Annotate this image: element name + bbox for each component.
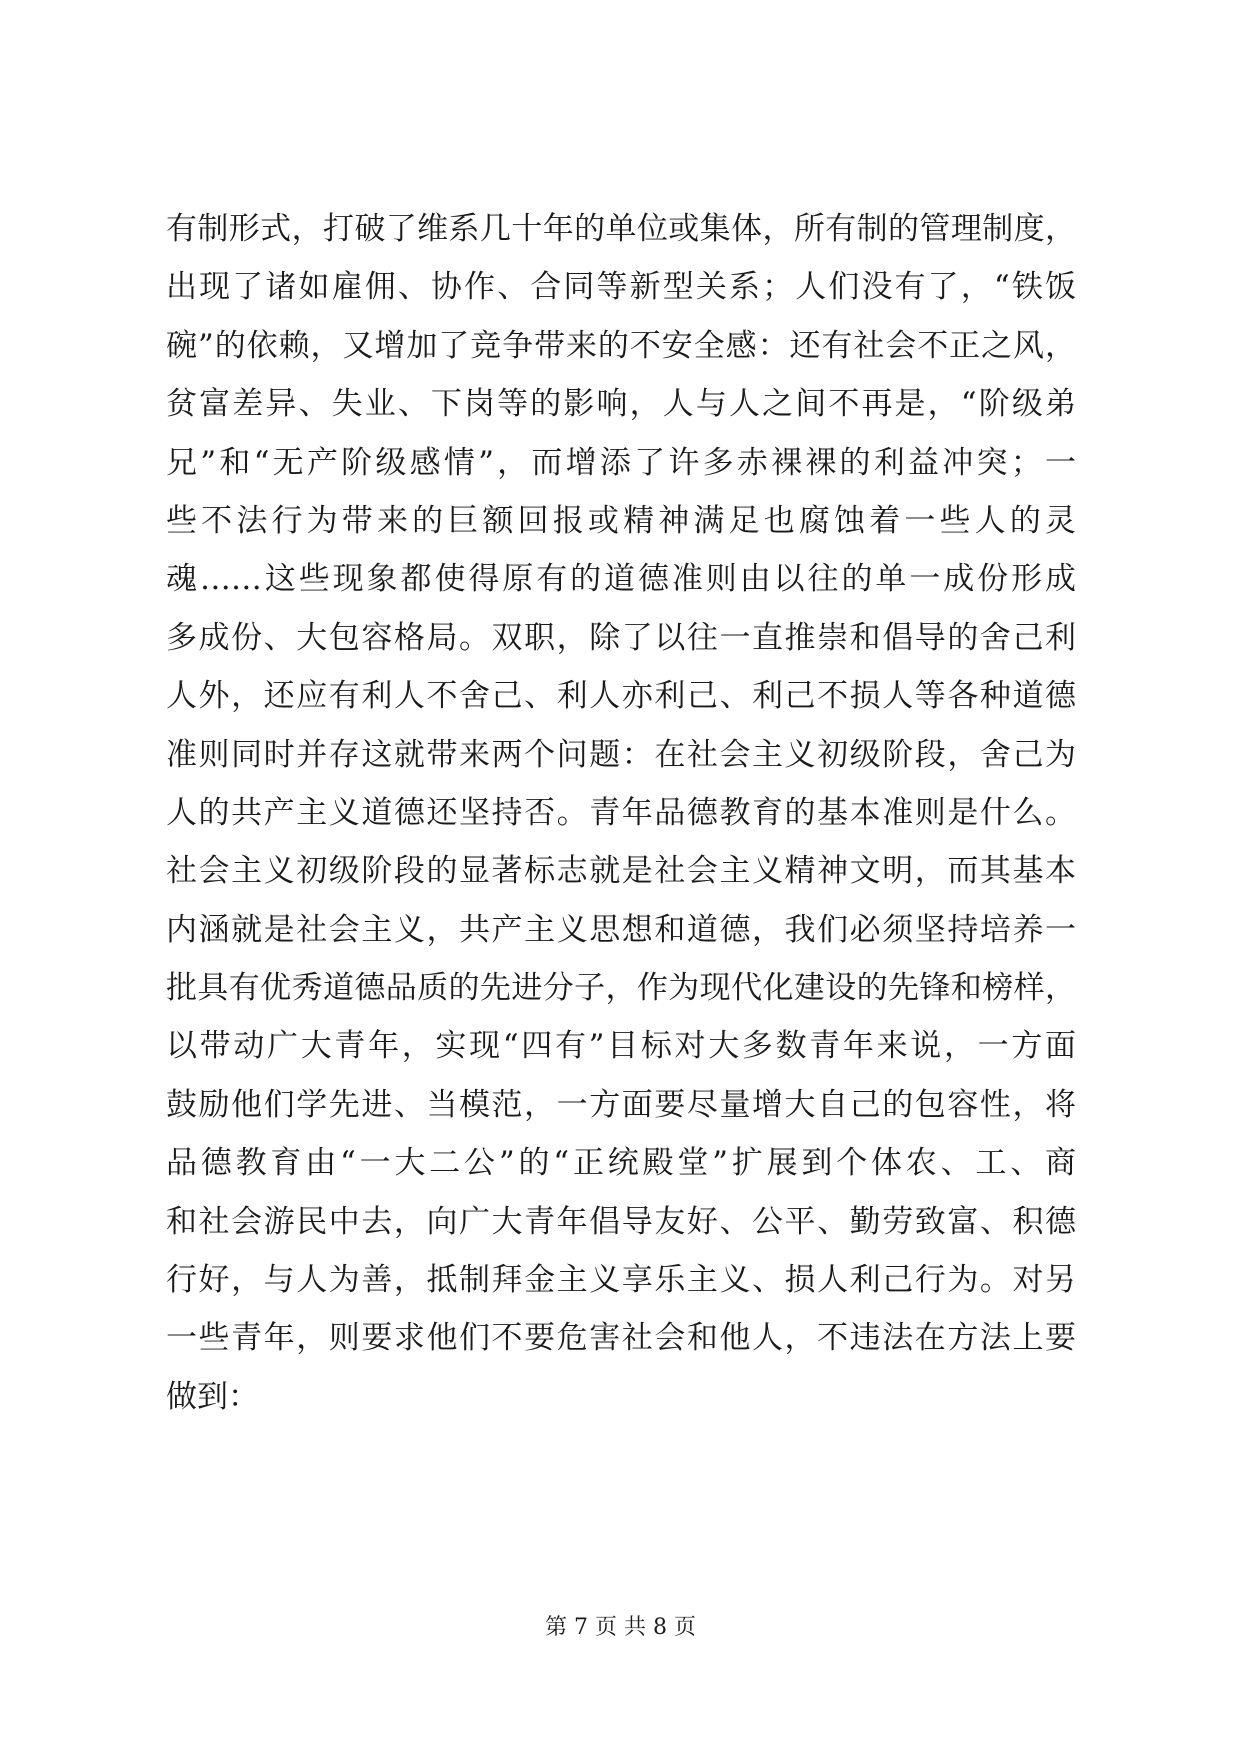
text-line-12: 社会主义初级阶段的显著标志就是社会主义精神文明，而其基本	[166, 853, 1076, 890]
text-line-7: 魂……这些现象都使得原有的道德准则由以往的单一成份形成	[166, 561, 1076, 598]
text-line-18: 和社会游民中去，向广大青年倡导友好、公平、勤劳致富、积德	[166, 1203, 1076, 1240]
text-line-3: 碗”的依赖，又增加了竞争带来的不安全感：还有社会不正之风，	[166, 327, 1076, 364]
text-line-8: 多成份、大包容格局。双职，除了以往一直推崇和倡导的舍己利	[166, 619, 1076, 656]
text-line-15: 以带动广大青年，实现“四有”目标对大多数青年来说，一方面	[166, 1028, 1076, 1065]
body-text	[166, 200, 1076, 1426]
text-line-10: 准则同时并存这就带来两个问题：在社会主义初级阶段，舍己为	[166, 736, 1076, 773]
text-line-21: 做到：	[166, 1378, 259, 1415]
text-line-5: 兄”和“无产阶级感情”，而增添了许多赤裸裸的利益冲突；一	[166, 444, 1076, 481]
page-number: 第 7 页 共 8 页	[545, 1615, 696, 1640]
text-line-13: 内涵就是社会主义，共产主义思想和道德，我们必须坚持培养一	[166, 911, 1076, 948]
text-line-2: 出现了诸如雇佣、协作、合同等新型关系；人们没有了，“铁饭	[166, 269, 1076, 306]
text-line-1: 有制形式，打破了维系几十年的单位或集体，所有制的管理制度，	[166, 211, 1076, 247]
text-line-20: 一些青年，则要求他们不要危害社会和他人，不违法在方法上要	[166, 1320, 1076, 1357]
text-line-11: 人的共产主义道德还坚持否。青年品德教育的基本准则是什么。	[166, 794, 1076, 831]
text-line-4: 贫富差异、失业、下岗等的影响，人与人之间不再是，“阶级弟	[166, 386, 1076, 423]
text-line-14: 批具有优秀道德品质的先进分子，作为现代化建设的先锋和榜样，	[166, 970, 1076, 1007]
text-line-17: 品德教育由“一大二公”的“正统殿堂”扩展到个体农、工、商	[166, 1145, 1076, 1182]
text-line-19: 行好，与人为善，抵制拜金主义享乐主义、损人利己行为。对另	[166, 1262, 1076, 1299]
text-line-16: 鼓励他们学先进、当模范，一方面要尽量增大自己的包容性，将	[166, 1086, 1076, 1123]
text-line-6: 些不法行为带来的巨额回报或精神满足也腐蚀着一些人的灵	[166, 502, 1076, 539]
text-line-9: 人外，还应有利人不舍己、利人亦利己、利己不损人等各种道德	[166, 678, 1076, 715]
page-footer	[0, 1610, 1241, 1641]
